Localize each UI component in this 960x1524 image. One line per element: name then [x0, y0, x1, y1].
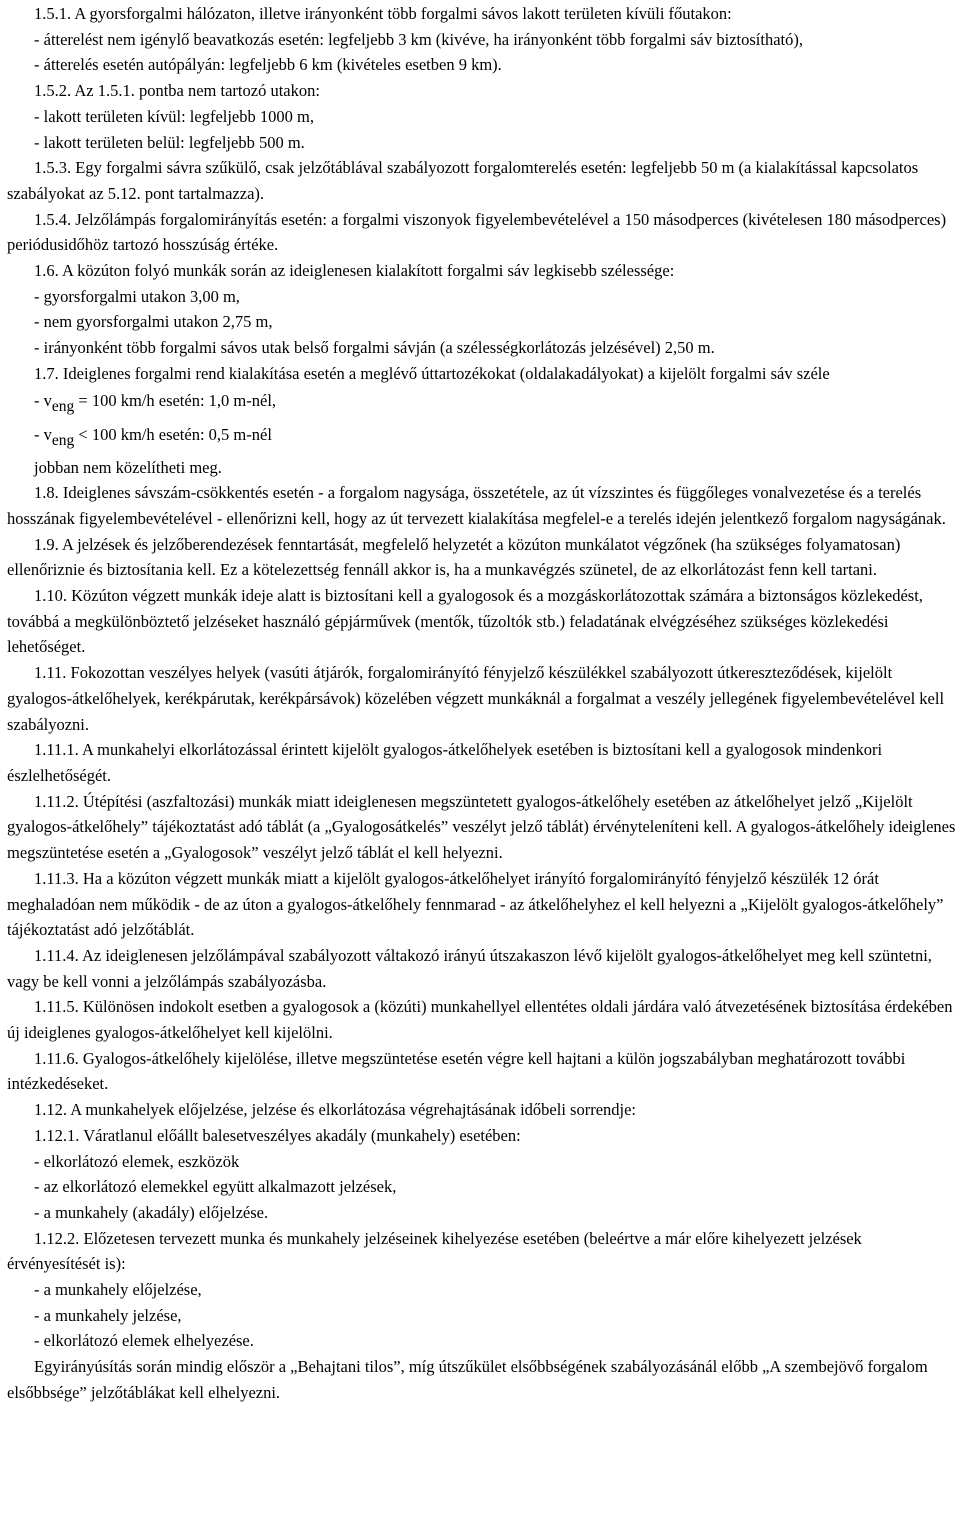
paragraph-q05: 1.11. Fokozottan veszélyes helyek (vasúti átjárók, forgalomirányító fényjelző készülékkel szabályozott útkereszteződések, kijelölt gyalogos-átkelőhelyek, kerékpárutak, kerékpársávok) közelében végzett munkáknál a forgalmat a veszély jellegének figyelembevételével kell szabályozni. — [7, 663, 945, 734]
speed-line-prefix: - v — [34, 424, 52, 444]
paragraph-q08: 1.11.3. Ha a közúton végzett munkák miatt a kijelölt gyalogos-átkelőhelyet irányító forgalomirányító fényjelző készülék 12 órát meghaladóan nem működik - de az úton a gyalogos-átkelőhely fennmarad - az átkelőhelyhez el kell helyezni a „Kijelölt gyalogos-átkelőhely” tájékoztatást adó jelzőtáblát. — [7, 868, 944, 940]
paragraph-p03: - átterelés esetén autópályán: legfeljebb 6 km (kivételes esetben 9 km). — [34, 55, 502, 75]
paragraph-p04: 1.5.2. Az 1.5.1. pontba nem tartozó utakon: — [34, 81, 320, 101]
paragraph-p02: - átterelést nem igénylő beavatkozás esetén: legfeljebb 3 km (kivéve, ha irányonként több forgalmi sáv biztosítható), — [34, 29, 803, 49]
speed-subscript: eng — [51, 431, 75, 449]
paragraph-p10: - gyorsforgalmi utakon 3,00 m, — [34, 286, 240, 306]
paragraph-q21: Egyirányúsítás során mindig először a „Behajtani tilos”, míg útszűkület elsőbbségének szabályozásánál előbb „A szembejövő forgalom elsőbbsége” jelzőtáblákat kell elhelyezni. — [7, 1357, 928, 1402]
speed-conditions — [7, 387, 957, 455]
speed-line-s1 — [7, 387, 957, 421]
section-1-7-to-1-12 — [7, 455, 957, 1406]
document-body — [7, 0, 957, 1406]
speed-line-s2 — [7, 421, 957, 455]
paragraph-q12: 1.12. A munkahelyek előjelzése, jelzése és elkorlátozása végrehajtásának időbeli sorrendje: — [34, 1100, 637, 1120]
paragraph-q20: - elkorlátozó elemek elhelyezése. — [34, 1331, 254, 1351]
paragraph-q06: 1.11.1. A munkahelyi elkorlátozással érintett kijelölt gyalogos-átkelőhelyek esetében is biztosítani kell a gyalogosok mindenkori észlelhetőségét. — [7, 740, 883, 785]
section-1-5-to-1-7 — [7, 1, 957, 387]
paragraph-p06: - lakott területen belül: legfeljebb 500 m. — [34, 132, 305, 152]
paragraph-p09: 1.6. A közúton folyó munkák során az ideiglenesen kialakított forgalmi sáv legkisebb szélessége: — [34, 261, 675, 281]
paragraph-p12: - irányonként több forgalmi sávos utak belső forgalmi sávján (a szélességkorlátozás jelzésével) 2,50 m. — [34, 338, 715, 358]
paragraph-q19: - a munkahely jelzése, — [34, 1305, 182, 1325]
paragraph-p08: 1.5.4. Jelzőlámpás forgalomirányítás esetén: a forgalmi viszonyok figyelembevételével a 150 másodperces (kivételesen 180 másodperces) periódusidőhöz tartozó hosszúság értéke. — [7, 209, 947, 255]
paragraph-q14: - elkorlátozó elemek, eszközök — [34, 1151, 240, 1171]
paragraph-q07: 1.11.2. Útépítési (aszfaltozási) munkák miatt ideiglenesen megszüntetett gyalogos-átkelőhely esetében az átkelőhelyet jelző „Kijelölt gyalogos-átkelőhely” tájékoztatást adó táblát (a „Gyalogosátkelés” veszélyt jelző táblát) érvényteleníteni kell. A gyalogos-átkelőhely ideiglenes megszüntetése esetén a „Gyalogosok” veszélyt jelző táblát el kell helyezni. — [7, 791, 956, 863]
paragraph-p01: 1.5.1. A gyorsforgalmi hálózaton, illetve irányonként több forgalmi sávos lakott területen kívüli főutakon: — [34, 4, 732, 23]
paragraph-q03: 1.9. A jelzések és jelzőberendezések fenntartását, megfelelő helyzetét a közúton munkálatot végzőnek (ha szükséges folyamatosan) ellenőriznie és biztosítania kell. Ez a kötelezettség fennáll akkor is, ha a munkavégzés szünetel, de az elkorlátozást fenn kell tartani. — [7, 534, 901, 580]
paragraph-p05: - lakott területen kívül: legfeljebb 1000 m, — [34, 106, 314, 126]
paragraph-p07: 1.5.3. Egy forgalmi sávra szűkülő, csak jelzőtáblával szabályozott forgalomterelés esetén: legfeljebb 50 m (a kialakítással kapcsolatos szabályokat az 5.12. pont tartalmazza). — [7, 158, 919, 203]
paragraph-q13: 1.12.1. Váratlanul előállt balesetveszélyes akadály (munkahely) esetében: — [34, 1125, 521, 1145]
paragraph-q11: 1.11.6. Gyalogos-átkelőhely kijelölése, illetve megszüntetése esetén végre kell hajtani a külön jogszabályban meghatározott további intézkedéseket. — [7, 1048, 906, 1094]
paragraph-p11: - nem gyorsforgalmi utakon 2,75 m, — [34, 312, 273, 332]
paragraph-q04: 1.10. Közúton végzett munkák ideje alatt is biztosítani kell a gyalogosok és a mozgáskorlátozottak számára a biztonságos közlekedést, továbbá a megkülönböztető jelzéseket használó gépjárművek (mentők, tűzoltók stb.) feladatának elvégzéséhez szükséges közlekedési lehetőséget. — [7, 586, 923, 657]
speed-line-text: = 100 km/h esetén: 1,0 m-nél, — [74, 390, 277, 410]
paragraph-q15: - az elkorlátozó elemekkel együtt alkalmazott jelzések, — [34, 1177, 397, 1197]
paragraph-q09: 1.11.4. Az ideiglenesen jelzőlámpával szabályozott váltakozó irányú útszakaszon lévő kijelölt gyalogos-átkelőhelyet meg kell szüntetni, vagy be kell vonni a jelzőlámpás szabályozásba. — [7, 945, 932, 991]
paragraph-q02: 1.8. Ideiglenes sávszám-csökkentés esetén - a forgalom nagysága, összetétele, az út vízszintes és függőleges vonalvezetése és a terelés hosszának figyelembevételével - ellenőrizni kell, hogy az út tervezett kialakítása megfelel-e a terelés idején jelentkező forgalom nagyságának. — [7, 483, 946, 528]
paragraph-q16: - a munkahely (akadály) előjelzése. — [34, 1202, 269, 1222]
paragraph-q01: jobban nem közelítheti meg. — [34, 457, 222, 477]
paragraph-q17: 1.12.2. Előzetesen tervezett munka és munkahely jelzéseinek kihelyezése esetében (beleértve a már előre kihelyezett jelzések érvényesítését is): — [7, 1228, 862, 1274]
paragraph-q18: - a munkahely előjelzése, — [34, 1280, 202, 1300]
speed-subscript: eng — [51, 397, 75, 415]
speed-line-text: < 100 km/h esetén: 0,5 m-nél — [74, 424, 272, 444]
paragraph-p13: 1.7. Ideiglenes forgalmi rend kialakítása esetén a meglévő úttartozékokat (oldalakadályokat) a kijelölt forgalmi sáv széle — [34, 363, 830, 383]
speed-line-prefix: - v — [34, 390, 52, 410]
paragraph-q10: 1.11.5. Különösen indokolt esetben a gyalogosok a (közúti) munkahellyel ellentétes oldali járdára való átvezetésének biztosítása érdekében új ideiglenes gyalogos-átkelőhelyet kell kijelölni. — [7, 997, 953, 1043]
